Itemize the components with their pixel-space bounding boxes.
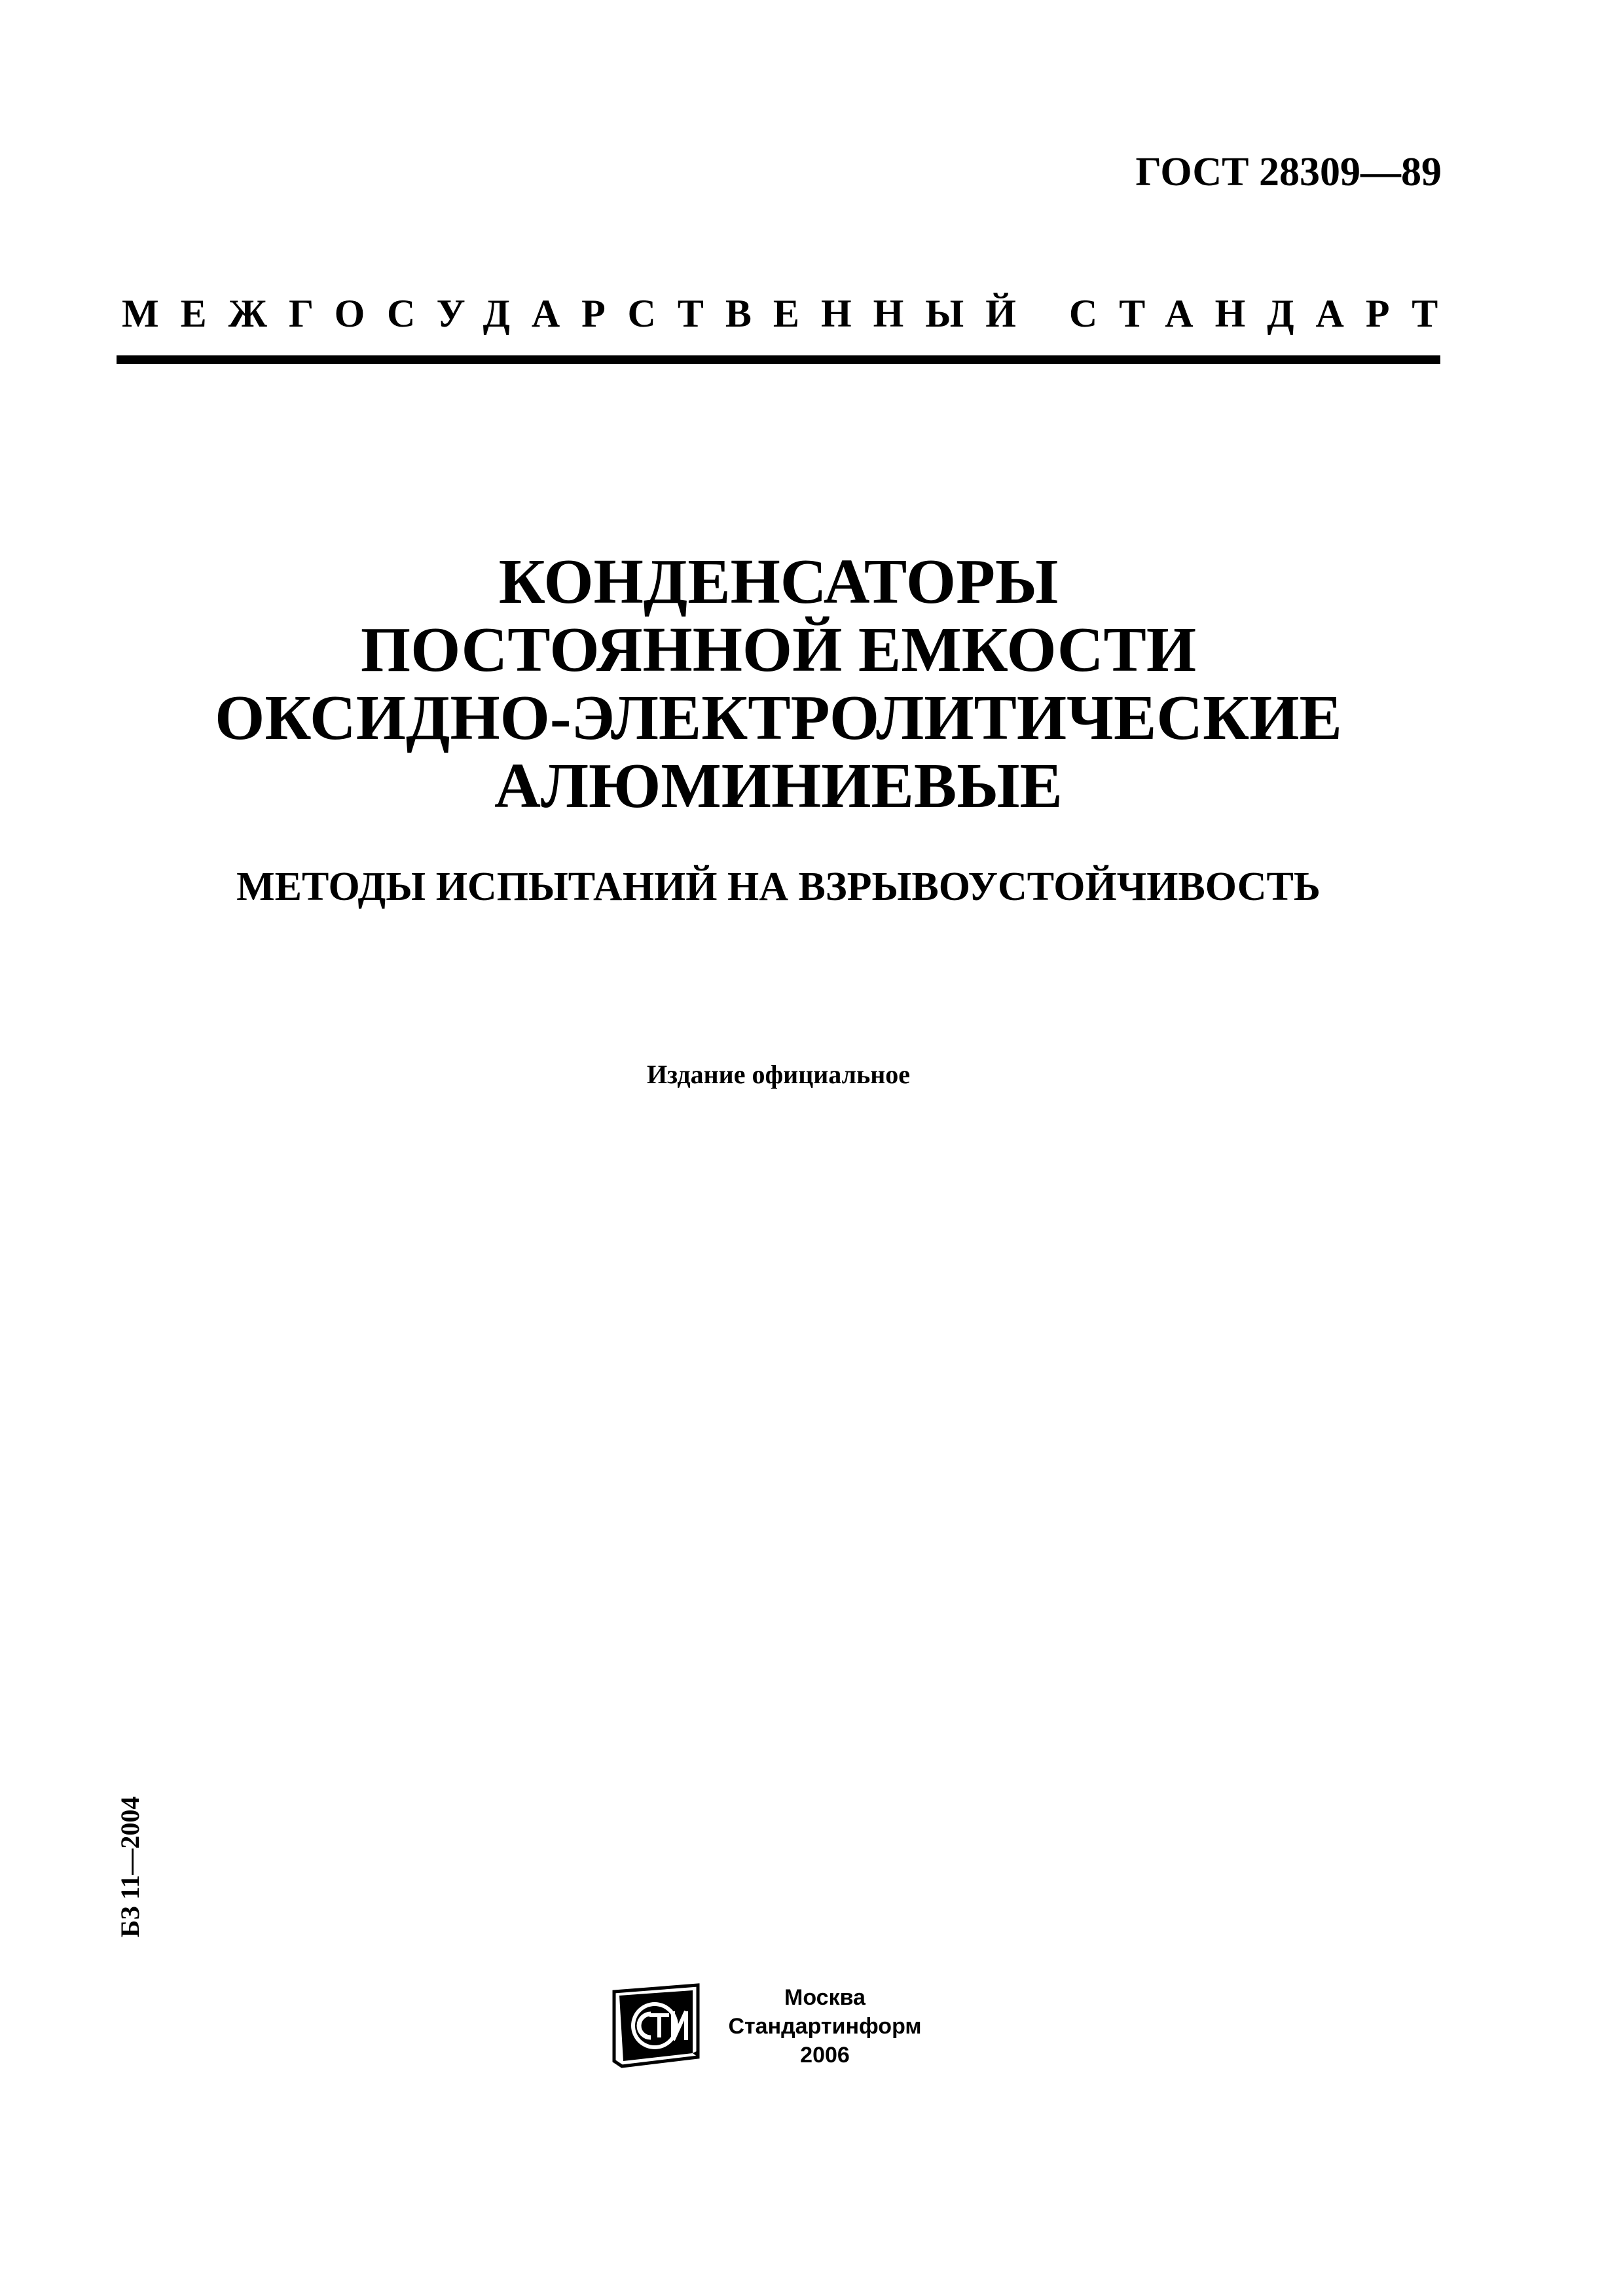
title-line-2: ПОСТОЯННОЙ ЕМКОСТИ	[360, 614, 1197, 685]
edition-note: Издание официальное	[646, 1060, 911, 1089]
standartinform-logo-icon	[608, 1980, 706, 2072]
document-subtitle: МЕТОДЫ ИСПЫТАНИЙ НА ВЗРЫВОУСТОЙЧИВОСТЬ	[236, 865, 1321, 909]
header-rule	[117, 355, 1440, 364]
standard-number: ГОСТ 28309—89	[1135, 150, 1442, 194]
publisher-city: Москва	[784, 1985, 866, 2010]
publisher-block	[727, 1983, 923, 2070]
title-line-3: ОКСИДНО-ЭЛЕКТРОЛИТИЧЕСКИЕ	[215, 682, 1342, 753]
title-line-4: АЛЮМИНИЕВЫЕ	[494, 750, 1063, 821]
publisher-year: 2006	[800, 2043, 850, 2068]
publisher-name: Стандартинформ	[728, 2014, 922, 2039]
document-title	[117, 548, 1440, 821]
title-line-1: КОНДЕНСАТОРЫ	[498, 547, 1059, 617]
standard-type: МЕЖГОСУДАРСТВЕННЫЙ СТАНДАРТ	[122, 292, 1460, 335]
side-catalog-code: БЗ 11—2004	[115, 1796, 145, 1937]
